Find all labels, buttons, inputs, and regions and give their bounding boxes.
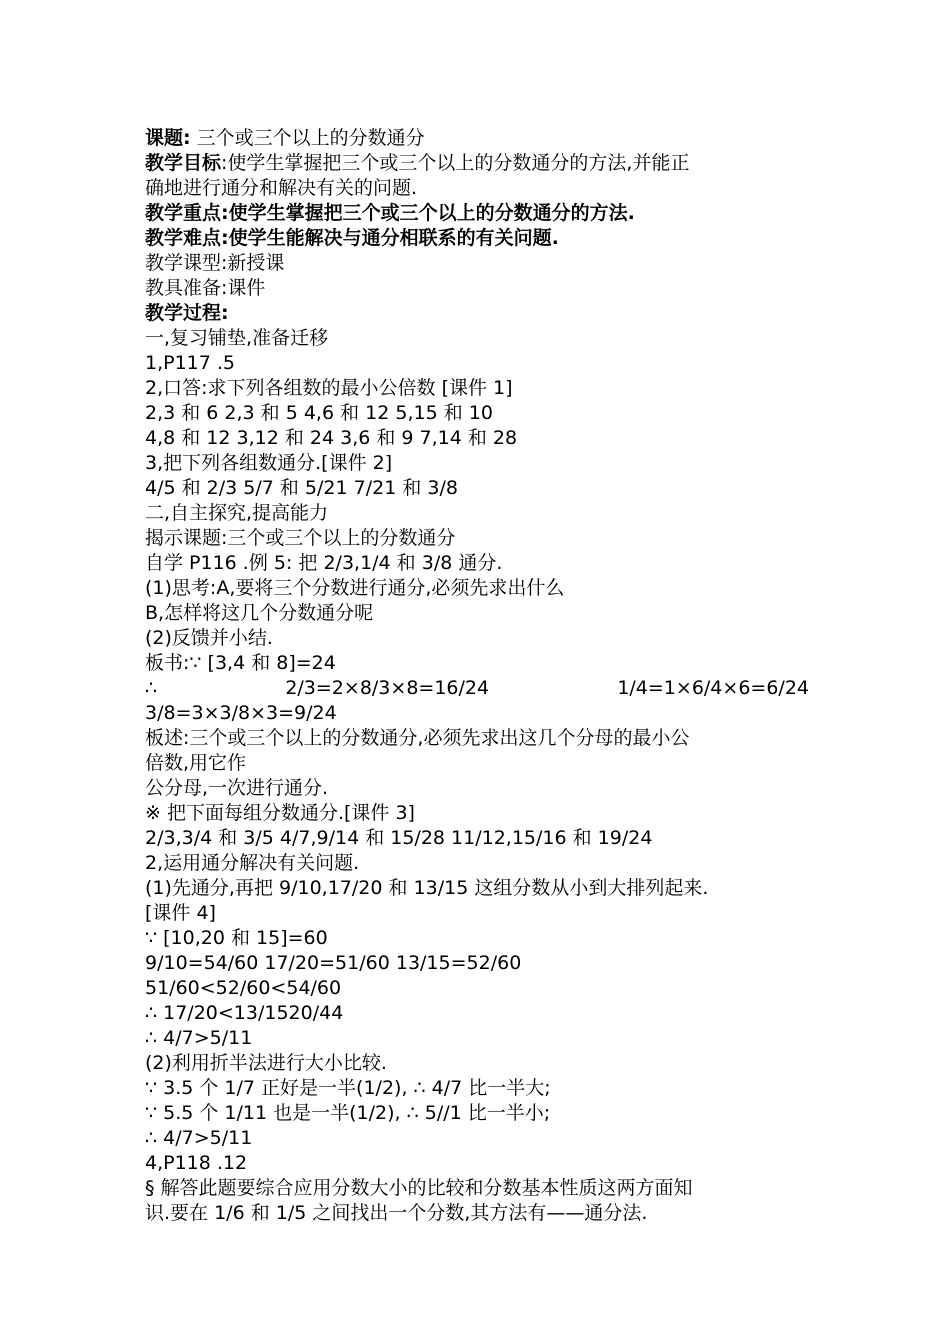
key-point-label: 教学重点 xyxy=(145,202,222,224)
text-line: ∵ 5.5 个 1/11 也是一半(1/2), ∴ 5//1 比一半小; xyxy=(145,1102,551,1124)
text-line: 3,把下列各组数通分.[课件 2] xyxy=(145,452,393,474)
lesson-plan-body xyxy=(145,126,809,1226)
difficulty-text: :使学生能解决与通分相联系的有关问题. xyxy=(221,227,559,249)
equation-row xyxy=(145,676,809,701)
text-line: 2,口答:求下列各组数的最小公倍数 [课件 1] xyxy=(145,377,513,399)
text-line: ∴ 4/7>5/11 xyxy=(145,1027,253,1049)
text-line: 9/10=54/60 17/20=51/60 13/15=52/60 xyxy=(145,952,522,974)
text-line: [课件 4] xyxy=(145,902,216,924)
text-line: 自学 P116 .例 5: 把 2/3,1/4 和 3/8 通分. xyxy=(145,552,503,574)
text-line: ∴ 17/20<13/1520/44 xyxy=(145,1002,344,1024)
therefore-symbol: ∴ xyxy=(145,677,158,699)
text-line: ∵ 3.5 个 1/7 正好是一半(1/2), ∴ 4/7 比一半大; xyxy=(145,1077,551,1099)
text-line: ∵ [10,20 和 15]=60 xyxy=(145,927,328,949)
text-line: 揭示课题:三个或三个以上的分数通分 xyxy=(145,527,456,549)
text-line: ∴ 4/7>5/11 xyxy=(145,1127,253,1149)
section-1-title: 一,复习铺垫,准备迁移 xyxy=(145,327,329,349)
text-line: 公分母,一次进行通分. xyxy=(145,777,329,799)
topic-text: 三个或三个以上的分数通分 xyxy=(190,127,425,149)
goal-line-2: 确地进行通分和解决有关的问题. xyxy=(145,177,418,199)
difficulty-line xyxy=(145,226,809,251)
text-line: 3/8=3×3/8×3=9/24 xyxy=(145,702,337,724)
text-line: 2/3,3/4 和 3/5 4/7,9/14 和 15/28 11/12,15/16 和 19/24 xyxy=(145,827,653,849)
process-heading: 教学过程: xyxy=(145,302,229,324)
text-line: 1,P117 .5 xyxy=(145,352,236,374)
goal-label: 教学目标 xyxy=(145,152,222,174)
text-line: (1)先通分,再把 9/10,17/20 和 13/15 这组分数从小到大排列起来. xyxy=(145,877,709,899)
text-line: (1)思考:A,要将三个分数进行通分,必须先求出什么 xyxy=(145,577,565,599)
text-line: § 解答此题要综合应用分数大小的比较和分数基本性质这两方面知 xyxy=(145,1177,693,1199)
text-line: 4/5 和 2/3 5/7 和 5/21 7/21 和 3/8 xyxy=(145,477,458,499)
lesson-type-line: 教学课型:新授课 xyxy=(145,252,285,274)
key-point-text: :使学生掌握把三个或三个以上的分数通分的方法. xyxy=(221,202,635,224)
section-2-title: 二,自主探究,提高能力 xyxy=(145,502,329,524)
text-line: (2)反馈并小结. xyxy=(145,627,273,649)
text-line: 2,运用通分解决有关问题. xyxy=(145,852,360,874)
text-line: 识.要在 1/6 和 1/5 之间找出一个分数,其方法有——通分法. xyxy=(145,1202,648,1224)
goal-line xyxy=(145,151,809,176)
text-line: 板述:三个或三个以上的分数通分,必须先求出这几个分母的最小公 xyxy=(145,727,690,749)
topic-line xyxy=(145,126,809,151)
difficulty-label: 教学难点 xyxy=(145,227,222,249)
tools-line: 教具准备:课件 xyxy=(145,277,266,299)
text-line: 板书:∵ [3,4 和 8]=24 xyxy=(145,652,336,674)
key-point-line xyxy=(145,201,809,226)
text-line: 倍数,用它作 xyxy=(145,752,247,774)
text-line: ※ 把下面每组分数通分.[课件 3] xyxy=(145,802,415,824)
text-line: 51/60<52/60<54/60 xyxy=(145,977,342,999)
text-line: (2)利用折半法进行大小比较. xyxy=(145,1052,387,1074)
text-line: 4,8 和 12 3,12 和 24 3,6 和 9 7,14 和 28 xyxy=(145,427,518,449)
text-line: 4,P118 .12 xyxy=(145,1152,248,1174)
equation-1: 2/3=2×8/3×8=16/24 xyxy=(285,677,490,699)
text-line: 2,3 和 6 2,3 和 5 4,6 和 12 5,15 和 10 xyxy=(145,402,493,424)
text-line: B,怎样将这几个分数通分呢 xyxy=(145,602,374,624)
topic-label: 课题: xyxy=(145,127,191,149)
equation-2: 1/4=1×6/4×6=6/24 xyxy=(617,677,809,699)
goal-text: :使学生掌握把三个或三个以上的分数通分的方法,并能正 xyxy=(221,152,690,174)
